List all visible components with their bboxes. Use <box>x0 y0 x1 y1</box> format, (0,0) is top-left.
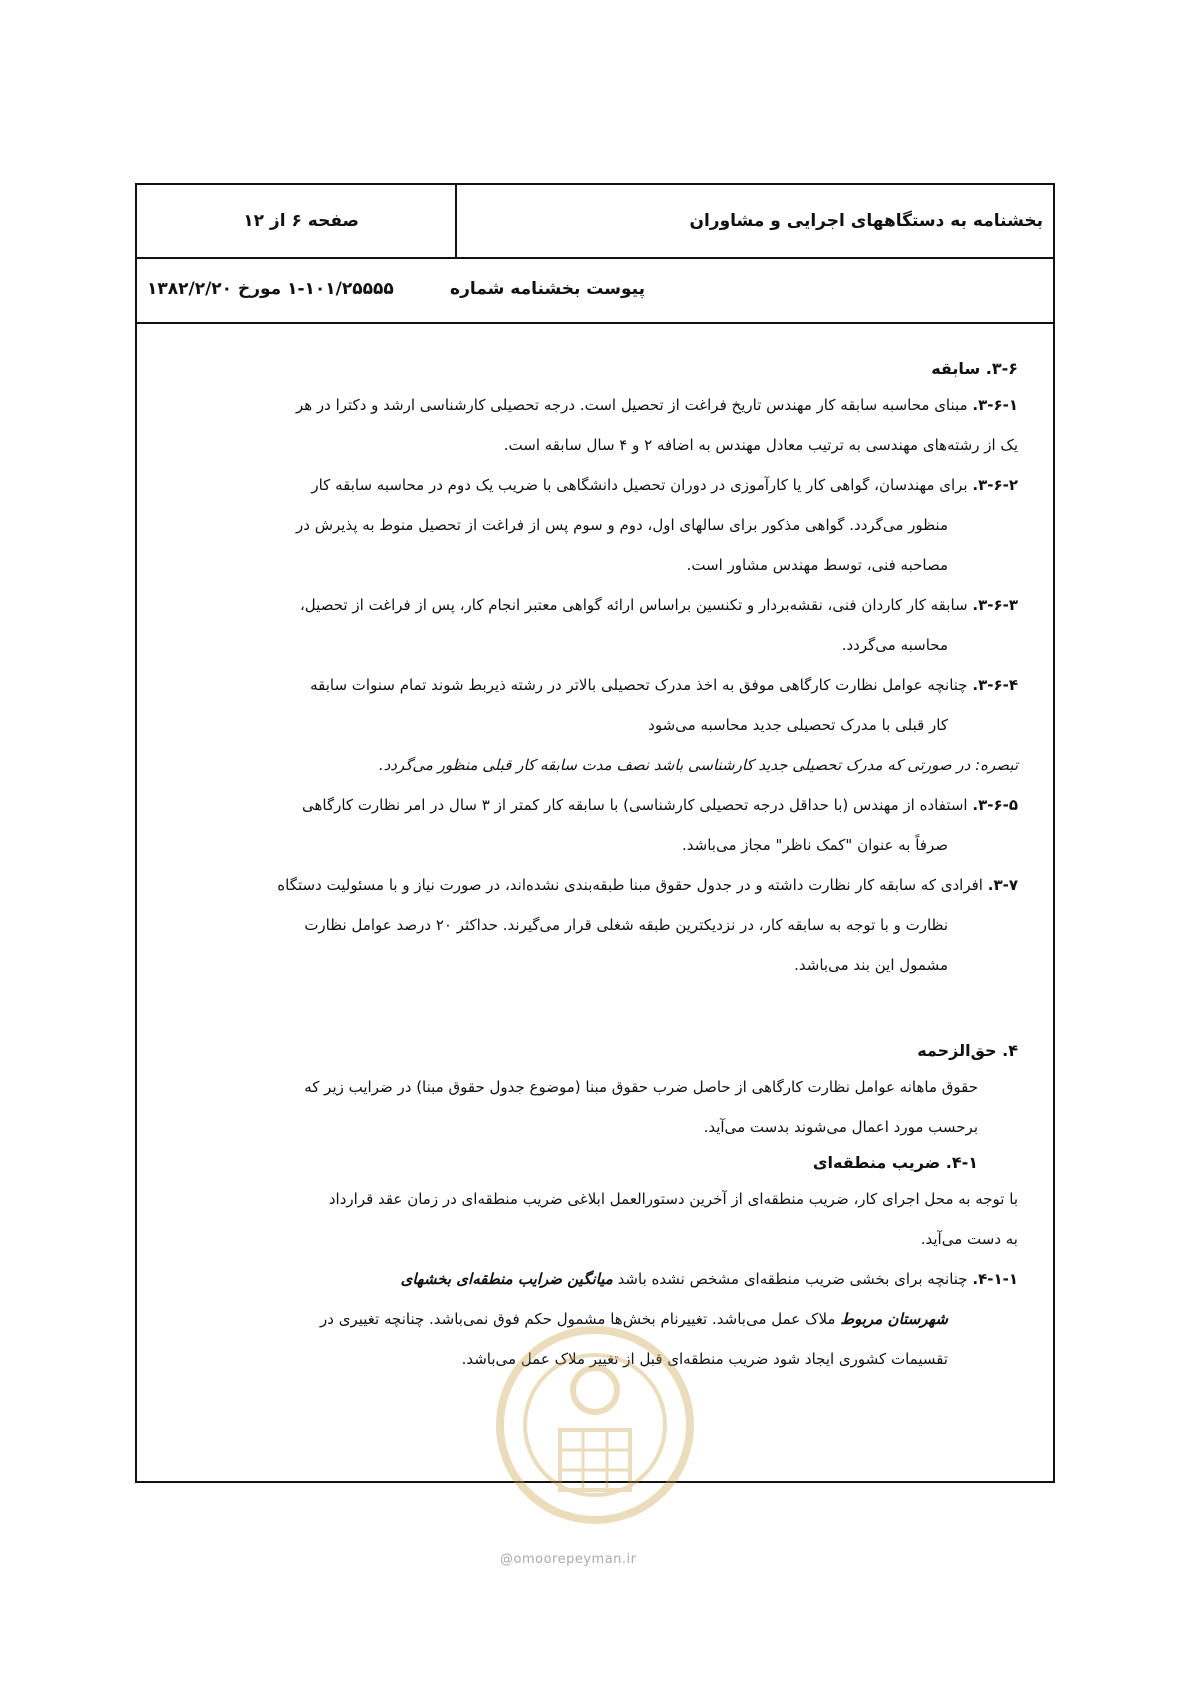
paragraph-text: سابقه کار کاردان فنی، نقشه‌بردار و تکنسین براساس ارائه گواهی معتبر انجام کار، پس از فراغت از تحصیل، <box>299 596 968 614</box>
paragraph-3-7 <box>172 865 1018 905</box>
paragraph-text-line: تقسیمات کشوری ایجاد شود ضریب منطقه‌ای قبل از تغییر ملاک عمل می‌باشد. <box>461 1350 948 1368</box>
paragraph-text: افرادی که سابقه کار نظارت داشته و در جدول حقوق مبنا طبقه‌بندی نشده‌اند، در صورت نیاز و با مسئولیت دستگاه <box>277 876 983 894</box>
paragraph-number: ۳-۶-۱. <box>972 396 1018 414</box>
watermark-seal-icon <box>490 1320 700 1550</box>
paragraph-4-1-1 <box>172 1259 1018 1299</box>
watermark-text: @omoorepeyman.ir <box>500 1552 637 1567</box>
attachment-label: پیوست بخشنامه شماره <box>450 279 645 299</box>
section-title-fee: ۴. حق‌الزحمه <box>917 1041 1018 1060</box>
document-body <box>172 335 1018 1379</box>
paragraph-text: استفاده از مهندس (با حداقل درجه تحصیلی کارشناسی) با سابقه کار کمتر از ۳ سال در امر نظارت کارگاهی <box>301 796 968 814</box>
paragraph-text: مبنای محاسبه سابقه کار مهندس تاریخ فراغت از تحصیل است. درجه تحصیلی کارشناسی ارشد و دکترا در هر <box>295 396 968 414</box>
circular-number: ۱-۱۰۱/۲۵۵۵۵ مورخ ۱۳۸۲/۲/۲۰ <box>147 279 394 299</box>
paragraph-text: برای مهندسان، گواهی کار یا کارآموزی در دوران تحصیل دانشگاهی با ضریب یک دوم در محاسبه سابقه کار <box>311 476 968 494</box>
paragraph-number: ۳-۶-۵. <box>972 796 1018 814</box>
paragraph-text-line: نظارت و با توجه به سابقه کار، در نزدیکترین طبقه شغلی قرار می‌گیرند. حداکثر ۲۰ درصد عوامل نظارت <box>304 916 948 934</box>
page-number: صفحه ۶ از ۱۲ <box>243 211 359 231</box>
paragraph-3-6-1 <box>172 385 1018 425</box>
emphasized-text: میانگین ضرایب منطقه‌ای بخشهای <box>400 1270 613 1288</box>
attachment-row <box>137 257 1053 324</box>
paragraph-text-line: مصاحبه فنی، توسط مهندس مشاور است. <box>686 556 948 574</box>
section-title-experience: ۳-۶. سابقه <box>931 359 1018 378</box>
paragraph-text: چنانچه عوامل نظارت کارگاهی موفق به اخذ مدرک تحصیلی بالاتر در رشته ذیربط شوند تمام سنوات سابقه <box>310 676 968 694</box>
paragraph-number: ۳-۶-۴. <box>972 676 1018 694</box>
paragraph-number: ۳-۶-۳. <box>972 596 1018 614</box>
paragraph-number: ۴-۱-۱. <box>972 1270 1018 1288</box>
paragraph-text-line: کار قبلی با مدرک تحصیلی جدید محاسبه می‌شود <box>648 716 948 734</box>
paragraph-3-6-2 <box>172 465 1018 505</box>
document-frame <box>135 183 1055 1483</box>
note-paragraph: تبصره: در صورتی که مدرک تحصیلی جدید کارشناسی باشد نصف مدت سابقه کار قبلی منظور می‌گردد. <box>378 756 1018 774</box>
paragraph-number: ۳-۷. <box>987 876 1018 894</box>
paragraph-4-1: با توجه به محل اجرای کار، ضریب منطقه‌ای از آخرین دستورالعمل ابلاغی ضریب منطقه‌ای در زمان عقد قرارداد <box>328 1190 1018 1208</box>
paragraph-text-line: محاسبه می‌گردد. <box>841 636 948 654</box>
paragraph-3-6-4 <box>172 665 1018 705</box>
paragraph-text: چنانچه برای بخشی ضریب منطقه‌ای مشخص نشده باشد <box>617 1270 968 1288</box>
paragraph-3-6-5 <box>172 785 1018 825</box>
paragraph-text-line: یک از رشته‌های مهندسی به ترتیب معادل مهندس به اضافه ۲ و ۴ سال سابقه است. <box>503 436 1018 454</box>
paragraph-text-line: به دست می‌آید. <box>920 1230 1018 1248</box>
emphasized-text: شهرستان مربوط <box>840 1310 948 1328</box>
paragraph-text-line: برحسب مورد اعمال می‌شوند بدست می‌آید. <box>703 1118 978 1136</box>
paragraph-4: حقوق ماهانه عوامل نظارت کارگاهی از حاصل ضرب حقوق مبنا (موضوع جدول حقوق مبنا) در ضرایب زیر که <box>304 1078 978 1096</box>
paragraph-text: ملاک عمل می‌باشد. تغییرنام بخش‌ها مشمول حکم فوق نمی‌باشد. چنانچه تغییری در <box>320 1310 836 1328</box>
paragraph-number: ۳-۶-۲. <box>972 476 1018 494</box>
paragraph-text-line: مشمول این بند می‌باشد. <box>794 956 948 974</box>
header-row <box>137 185 1053 259</box>
paragraph-text-line: منظور می‌گردد. گواهی مذکور برای سالهای اول، دوم و سوم پس از فراغت از تحصیل منوط به پذیرش در <box>296 516 948 534</box>
paragraph-text-line: صرفاً به عنوان "کمک ناظر" مجاز می‌باشد. <box>681 836 948 854</box>
section-title-regional-coefficient: ۴-۱. ضریب منطقه‌ای <box>812 1153 978 1172</box>
paragraph-3-6-3 <box>172 585 1018 625</box>
document-title: بخشنامه به دستگاههای اجرایی و مشاوران <box>455 185 1053 257</box>
